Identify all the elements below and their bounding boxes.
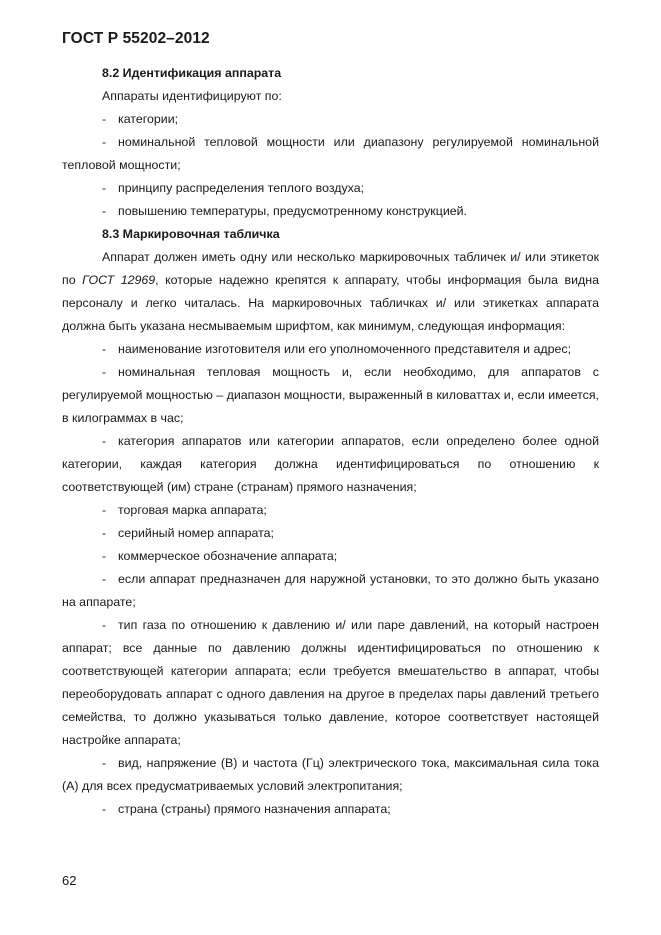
dash-bullet: - <box>102 549 107 563</box>
page-content <box>62 62 599 821</box>
standard-code-header: ГОСТ Р 55202–2012 <box>62 30 210 47</box>
list-item: - тип газа по отношению к давлению и/ или паре давлений, на который настроен аппарат; все данные по давлению должны идентифицироваться по отношению к соответствующей категории аппарата; если требуется вмешательство в аппарат, чтобы переоборудовать аппарат с одного давления на другое в пределах пары давлений третьего семейства, то должно указываться только давление, которое соответствует настоящей настройке аппарата; <box>62 614 599 752</box>
section-8-3-intro: Аппарат должен иметь одну или несколько маркировочных табличек и/ или этикеток по ГОСТ 12969, которые надежно крепятся к аппарату, чтобы информация была видна персоналу и легко читалась. На маркировочных табличках и/ или этикетках аппарата должна быть указана несмываемым шрифтом, как минимум, следующая информация: <box>62 250 600 333</box>
dash-bullet: - <box>102 135 107 149</box>
dash-bullet: - <box>102 112 107 126</box>
section-8-3-heading: 8.3 Маркировочная табличка <box>102 227 280 241</box>
dash-bullet: - <box>102 572 107 586</box>
list-item: - наименование изготовителя или его уполномоченного представителя и адрес; <box>62 338 599 361</box>
list-item: - номинальной тепловой мощности или диапазону регулируемой номинальной тепловой мощности; <box>62 131 599 177</box>
list-item: - коммерческое обозначение аппарата; <box>62 545 599 568</box>
list-item: - серийный номер аппарата; <box>62 522 599 545</box>
dash-bullet: - <box>102 618 107 632</box>
dash-bullet: - <box>102 802 107 816</box>
standard-reference-link[interactable]: ГОСТ 12969 <box>82 273 156 287</box>
list-item: - категории; <box>62 108 599 131</box>
list-item: - торговая марка аппарата; <box>62 499 599 522</box>
section-8-2-heading: 8.2 Идентификация аппарата <box>102 66 282 80</box>
dash-bullet: - <box>102 181 107 195</box>
list-item: - повышению температуры, предусмотренному конструкцией. <box>62 200 599 223</box>
dash-bullet: - <box>102 526 107 540</box>
page-number: 62 <box>62 873 77 888</box>
dash-bullet: - <box>102 756 107 770</box>
dash-bullet: - <box>102 342 107 356</box>
list-item: - страна (страны) прямого назначения аппарата; <box>62 798 599 821</box>
list-item: - номинальная тепловая мощность и, если необходимо, для аппаратов с регулируемой мощностью – диапазон мощности, выраженный в киловаттах и, если имеется, в килограммах в час; <box>62 361 599 430</box>
dash-bullet: - <box>102 434 107 448</box>
dash-bullet: - <box>102 503 107 517</box>
list-item: - если аппарат предназначен для наружной установки, то это должно быть указано на аппарате; <box>62 568 599 614</box>
list-item: - вид, напряжение (В) и частота (Гц) электрического тока, максимальная сила тока (А) для всех предусматриваемых условий электропитания; <box>62 752 599 798</box>
dash-bullet: - <box>102 204 107 218</box>
list-item: - категория аппаратов или категории аппаратов, если определено более одной категории, каждая категория должна идентифицироваться по отношению к соответствующей (им) стране (странам) прямого назначения; <box>62 430 599 499</box>
dash-bullet: - <box>102 365 107 379</box>
list-item: - принципу распределения теплого воздуха; <box>62 177 599 200</box>
section-8-2-intro: Аппараты идентифицируют по: <box>102 89 282 103</box>
